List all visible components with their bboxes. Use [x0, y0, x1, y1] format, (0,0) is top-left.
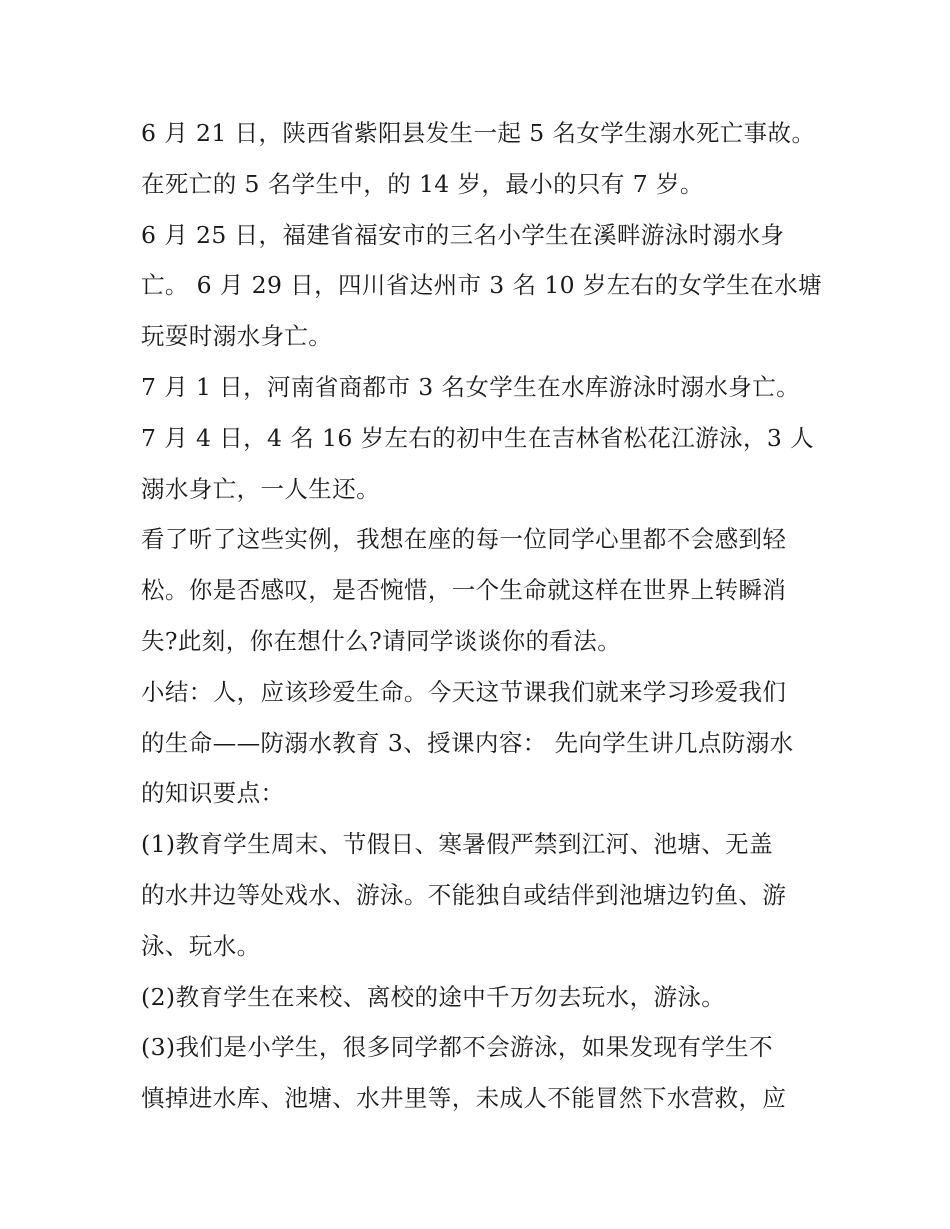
text-line: (2)教育学生在来校、离校的途中千万勿去玩水，游泳。: [141, 982, 726, 1011]
text-line: 松。你是否感叹，是否惋惜，一个生命就这样在世界上转瞬消: [141, 576, 787, 605]
text-line: 6 月 21 日，陕西省紫阳县发生一起 5 名女学生溺水死亡事故。: [141, 119, 816, 147]
text-line: (3)我们是小学生，很多同学都不会游泳，如果发现有学生不: [141, 1033, 773, 1062]
text-line: 失?此刻，你在想什么?请同学谈谈你的看法。: [141, 626, 622, 655]
text-line: (1)教育学生周末、节假日、寒暑假严禁到江河、池塘、无盖: [141, 830, 773, 859]
text-line: 的水井边等处戏水、游泳。不能独自或结伴到池塘边钓鱼、游: [141, 880, 787, 909]
text-line: 玩耍时溺水身亡。: [141, 322, 333, 351]
text-line: 泳、玩水。: [141, 931, 261, 960]
text-line: 亡。 6 月 29 日，四川省达州市 3 名 10 岁左右的女学生在水塘: [141, 271, 822, 300]
text-line: 6 月 25 日，福建省福安市的三名小学生在溪畔游泳时溺水身: [141, 220, 785, 249]
text-line: 的生命——防溺水教育 3、授课内容： 先向学生讲几点防溺水: [141, 728, 794, 757]
text-line: 小结：人，应该珍爱生命。今天这节课我们就来学习珍爱我们: [141, 677, 787, 706]
document-body: [141, 108, 831, 1124]
text-line: 的知识要点：: [141, 779, 285, 808]
text-line: 看了听了这些实例，我想在座的每一位同学心里都不会感到轻: [141, 525, 787, 554]
text-line: 7 月 1 日，河南省商都市 3 名女学生在水库游泳时溺水身亡。: [141, 372, 801, 401]
text-line: 7 月 4 日，4 名 16 岁左右的初中生在吉林省松花江游泳，3 人: [141, 423, 814, 452]
text-line: 慎掉进水库、池塘、水井里等，未成人不能冒然下水营救，应: [141, 1084, 787, 1113]
text-line: 溺水身亡，一人生还。: [141, 474, 380, 503]
text-line: 在死亡的 5 名学生中，的 14 岁，最小的只有 7 岁。: [141, 169, 704, 198]
